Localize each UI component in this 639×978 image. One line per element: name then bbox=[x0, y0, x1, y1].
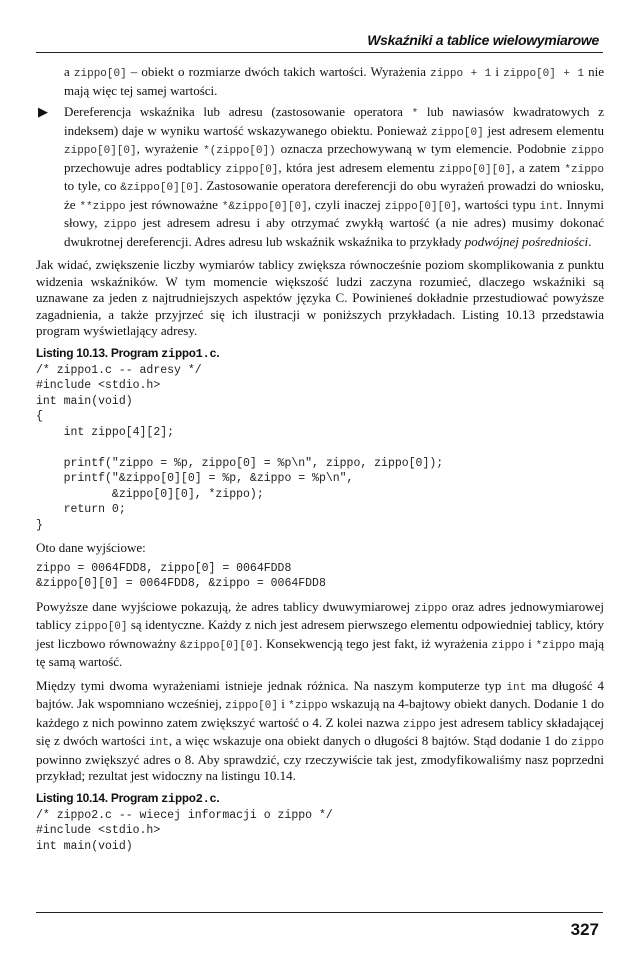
code-listing-10-13: /* zippo1.c -- adresy */ #include <stdio.h> int main(void) { int zippo[4][2]; printf("zippo = %p, zippo[0] = %p\n", zippo, zippo[0]); printf("&zippo[0][0] = %p, &zippo = %p\n", &zippo[0][0], *zippo); return 0; } bbox=[36, 363, 444, 532]
text-span: to tyle, co bbox=[64, 178, 121, 193]
text-span: Powyższe dane wyjściowe pokazują, że adres tablicy dwuwymiarowej bbox=[36, 598, 415, 614]
page-number: 327 bbox=[570, 920, 599, 939]
code-span: int bbox=[539, 200, 560, 213]
code-span: &zippo[0][0] bbox=[179, 639, 260, 652]
code-span: **zippo bbox=[79, 200, 126, 213]
text-span: , która jest adresem elementu bbox=[278, 159, 439, 175]
code-span: zippo[0] bbox=[74, 621, 128, 633]
code-span: &zippo[0][0] bbox=[120, 182, 200, 194]
page-content bbox=[36, 64, 604, 854]
bullet-item-dereference bbox=[36, 104, 604, 250]
running-header bbox=[36, 30, 603, 53]
text-span: oznacza przechowywaną w tym elemencie. Podobnie bbox=[275, 141, 571, 156]
text-span: i bbox=[277, 696, 289, 711]
code-span: * bbox=[411, 108, 419, 120]
text-span: i bbox=[491, 64, 504, 79]
bullet-continuation-paragraph bbox=[36, 64, 604, 99]
text-span: a bbox=[64, 64, 74, 79]
italic-term: podwójnej pośredniości bbox=[464, 233, 589, 249]
code-span: *zippo bbox=[288, 700, 328, 712]
listing-label: Listing 10.13. Program bbox=[36, 345, 162, 360]
text-span: jest adresem adresu i aby otrzymać zwykłą wartość (a nie adres) musimy dokonać dwukrotnej dereferencji. Adres adresu lub wskaźnik wskaźnika to przykłady bbox=[64, 215, 604, 249]
text-span: , czyli inaczej bbox=[307, 196, 385, 212]
paragraph-complexity: Jak widać, zwiększenie liczby wymiarów tablicy zwiększa równocześnie poziom skomplikowania z punktu widzenia wskaźników. W tym momencie większość ludzi zaczyna rozumieć, dlaczego wskaźniki są uznawane za jeden z najtrudniejszych aspektów języka C. Powinieneś dokładnie przestudiować powyższe zagadnienia, a także przyjrzeć się ich ilustracji w poniższych przykładach. Listing 10.13 przedstawia program wyświetlający adresy. bbox=[36, 257, 604, 338]
listing-10-14-title bbox=[36, 791, 604, 806]
code-span: *zippo bbox=[535, 639, 576, 652]
listing-filename: zippo2.c bbox=[161, 791, 217, 806]
code-span: zippo + 1 bbox=[430, 68, 492, 80]
code-span: zippo bbox=[402, 718, 436, 731]
code-span: zippo[0] bbox=[73, 68, 127, 80]
text-span: mają tę samą wartość. bbox=[36, 635, 604, 669]
program-output: zippo = 0064FDD8, zippo[0] = 0064FDD8 &zippo[0][0] = 0064FDD8, &zippo = 0064FDD8 bbox=[36, 561, 326, 590]
listing-dot: . bbox=[216, 790, 220, 805]
text-span: lub nawiasów kwadratowych z indeksem) daje w wyniku wartość wskazywanego obiektu. Ponieważ bbox=[64, 104, 604, 138]
text-span: nie mają więc tej samej wartości. bbox=[64, 64, 604, 98]
text-span: . Konsekwencją tego jest fakt, iż wyrażenia bbox=[259, 635, 492, 651]
code-span: zippo[0] bbox=[225, 163, 279, 176]
code-span: zippo bbox=[570, 737, 604, 749]
bullet-arrow-icon: ▶ bbox=[38, 104, 48, 119]
text-span: . Innymi słowy, bbox=[64, 196, 605, 230]
paragraph-identical-addresses bbox=[36, 599, 604, 671]
code-span: zippo[0] bbox=[225, 700, 278, 712]
code-span: zippo[0][0] bbox=[64, 145, 137, 157]
listing-label: Listing 10.14. Program bbox=[36, 790, 162, 805]
code-span: zippo[0][0] bbox=[384, 200, 458, 213]
text-span: jest adresem tablicy składającej się z dwóch wartości bbox=[36, 714, 604, 748]
text-span: i bbox=[524, 635, 536, 651]
footer-rule bbox=[36, 912, 603, 913]
text-span: są identyczne. Każdy z nich jest adresem pierwszego elementu odpowiedniej tablicy, który jest liczbowo równoważny bbox=[36, 617, 604, 651]
text-span: , wyrażenie bbox=[136, 141, 204, 156]
code-span: zippo bbox=[491, 639, 525, 652]
text-span: . Zastosowanie operatora dereferencji do obu wyrażeń prowadzi do wniosku, że bbox=[64, 178, 604, 212]
text-span: wskazują na 4-bajtowy obiekt danych. Dodanie 1 do każdego z nich powinno zatem zwiększyć wartość o 4. Z kolei nazwa bbox=[36, 696, 604, 730]
listing-10-13-title bbox=[36, 346, 604, 361]
listing-dot: . bbox=[216, 345, 220, 360]
header-title: Wskaźniki a tablice wielowymiarowe bbox=[367, 32, 599, 48]
text-span: powinno zwiększyć adres o 8. Aby sprawdzić, czy rzeczywiście tak jest, zmodyfikowaliśmy nasz poprzedni przykład; rezultat jest widoczny na listingu 10.14. bbox=[36, 751, 604, 783]
paragraph-difference bbox=[36, 678, 604, 785]
code-span: zippo bbox=[414, 602, 448, 615]
code-span: zippo[0][0] bbox=[438, 163, 512, 176]
code-span: int bbox=[149, 737, 169, 749]
text-span: Między tymi dwoma wyrażeniami istnieje jednak różnica. Na naszym komputerze typ bbox=[36, 677, 507, 693]
code-span: zippo bbox=[103, 219, 137, 231]
text-span: . bbox=[588, 233, 592, 249]
code-listing-10-14: /* zippo2.c -- wiecej informacji o zippo */ #include <stdio.h> int main(void) bbox=[36, 808, 333, 853]
text-span: oraz adres jednowymiarowej tablicy bbox=[36, 598, 604, 632]
text-span: ma długość 4 bajtów. Jak wspomniano wcześniej, bbox=[36, 677, 604, 711]
listing-filename: zippo1.c bbox=[161, 346, 217, 361]
text-span: Dereferencja wskaźnika lub adresu (zastosowanie operatora bbox=[64, 104, 412, 119]
code-span: zippo[0] + 1 bbox=[503, 68, 584, 80]
text-span: – obiekt o rozmiarze dwóch takich wartości. Wyrażenia bbox=[126, 64, 431, 79]
output-intro: Oto dane wyjściowe: bbox=[36, 540, 146, 555]
code-span: int bbox=[506, 681, 527, 694]
text-span: , wartości typu bbox=[457, 196, 540, 212]
code-span: zippo bbox=[570, 145, 604, 157]
text-span: jest adresem elementu bbox=[483, 122, 604, 138]
text-span: , a zatem bbox=[511, 159, 565, 175]
text-span: przechowuje adres podtablicy bbox=[64, 159, 226, 175]
code-span: *(zippo[0]) bbox=[203, 145, 276, 157]
bullet-paragraph bbox=[64, 104, 604, 250]
code-span: zippo[0] bbox=[430, 126, 484, 139]
code-span: *&zippo[0][0] bbox=[221, 200, 308, 213]
text-span: , a więc wskazuje ona obiekt danych o długości 8 bajtów. Stąd dodanie 1 do bbox=[168, 733, 571, 748]
code-span: *zippo bbox=[564, 163, 604, 176]
text-span: jest równoważne bbox=[125, 196, 222, 212]
